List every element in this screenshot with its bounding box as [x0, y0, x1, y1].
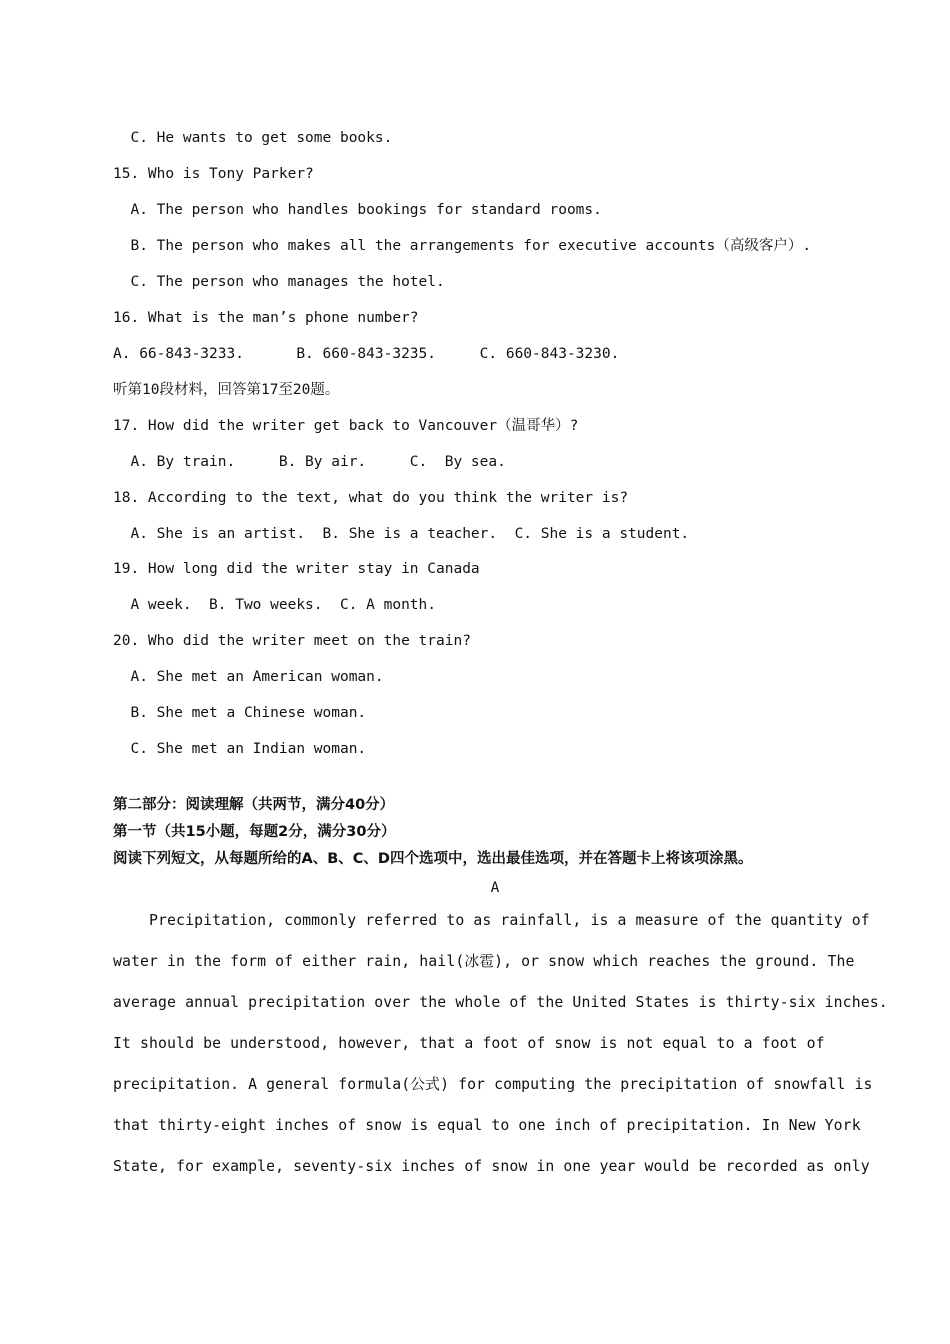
- q15-option-c: C. The person who manages the hotel.: [113, 274, 445, 290]
- q20-option-a: A. She met an American woman.: [113, 669, 384, 685]
- q18-options: A. She is an artist. B. She is a teacher. C. She is a student.: [113, 526, 690, 542]
- q15-question: 15. Who is Tony Parker?: [113, 166, 314, 182]
- reading-part-title: 第二部分：阅读理解（共两节，满分40分）: [113, 797, 395, 813]
- q20-option-b: B. She met a Chinese woman.: [113, 705, 367, 721]
- passage-line: that thirty-eight inches of snow is equal to one inch of precipitation. In New York: [113, 1117, 861, 1134]
- reading-instruction: 阅读下列短文，从每题所给的A、B、C、D四个选项中，选出最佳选项，并在答题卡上将该项涂黑。: [113, 851, 753, 867]
- passage-line: State, for example, seventy-six inches of snow in one year would be recorded as only: [113, 1158, 870, 1175]
- q20-question: 20. Who did the writer meet on the train?: [113, 633, 471, 649]
- q14-option-c: C. He wants to get some books.: [113, 130, 393, 146]
- passage-line: Precipitation, commonly referred to as rainfall, is a measure of the quantity of: [113, 912, 870, 929]
- q16-options: A. 66-843-3233. B. 660-843-3235. C. 660-843-3230.: [113, 346, 620, 362]
- q17-question: 17. How did the writer get back to Vancouver（温哥华）?: [113, 418, 579, 434]
- q18-question: 18. According to the text, what do you think the writer is?: [113, 490, 629, 506]
- passage-line: average annual precipitation over the whole of the United States is thirty-six inches.: [113, 994, 888, 1011]
- q16-question: 16. What is the man’s phone number?: [113, 310, 419, 326]
- passage-line: precipitation. A general formula(公式) for computing the precipitation of snowfall is: [113, 1076, 873, 1093]
- passage-line: water in the form of either rain, hail(冰雹), or snow which reaches the ground. The: [113, 953, 855, 970]
- reading-section-title: 第一节（共15小题，每题2分，满分30分）: [113, 824, 396, 840]
- passage-label: A: [490, 880, 500, 896]
- passage-line: It should be understood, however, that a foot of snow is not equal to a foot of: [113, 1035, 825, 1052]
- q19-options: A week. B. Two weeks. C. A month.: [113, 597, 437, 613]
- q20-option-c: C. She met an Indian woman.: [113, 741, 367, 757]
- q17-options: A. By train. B. By air. C. By sea.: [113, 454, 506, 470]
- q15-option-a: A. The person who handles bookings for standard rooms.: [113, 202, 602, 218]
- q15-option-b: B. The person who makes all the arrangements for executive accounts（高级客户）.: [113, 238, 812, 254]
- section10-instruction: 听第10段材料，回答第17至20题。: [113, 382, 340, 398]
- q19-question: 19. How long did the writer stay in Canada: [113, 561, 480, 577]
